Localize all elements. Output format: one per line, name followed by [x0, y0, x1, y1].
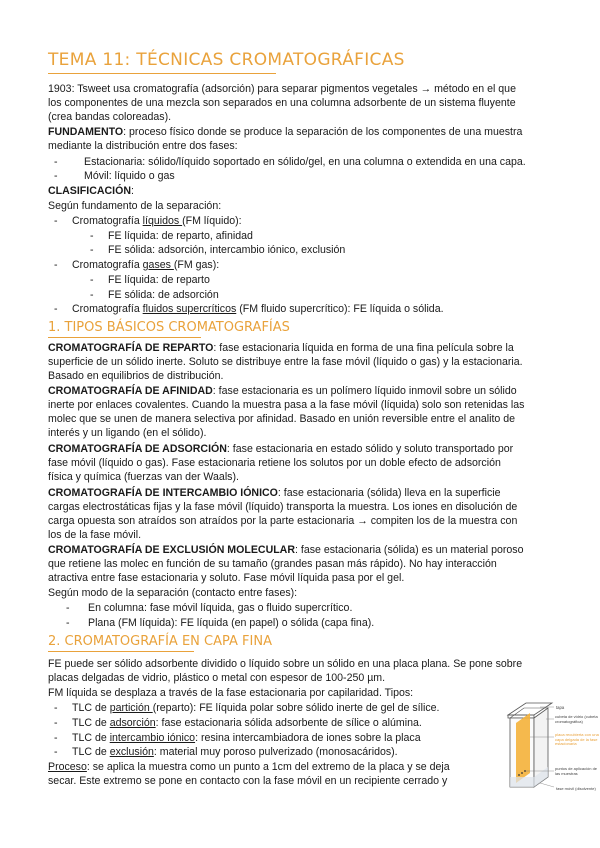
modo-item: Plana (FM líquida): FE líquida (en papel) o sólida (capa fina).	[88, 617, 375, 629]
underlined-term: adsorción	[109, 717, 156, 729]
intro-line-1: 1903: Tsweet usa cromatografía (adsorción) para separar pigmentos vegetales → método en el que	[48, 83, 516, 95]
afinidad-line-2: inerte por enlaces covalentes. Cuando la muestra pasa a la fase móvil (líquida) solo son retenidas las	[48, 399, 525, 411]
capa-line-1: FE puede ser sólido adsorbente dividido o líquido sobre un sólido en una placa plana. Se pone sobre	[48, 658, 523, 670]
clasificacion-liquidos	[72, 214, 242, 228]
bullet-dash: -	[54, 303, 58, 315]
tlc-plate	[516, 713, 530, 783]
bullet-dash: -	[54, 702, 58, 714]
reparto-line-1	[48, 341, 514, 355]
text-span: Cromatografía	[72, 215, 143, 227]
text-span: : fase estacionaria (sólida) es un material poroso	[295, 544, 524, 556]
afinidad-line-3: molec que se unen de manera selectiva por afinidad. Basado en unión reversible entre el analito de	[48, 413, 516, 425]
clasificacion-colon: :	[130, 185, 134, 197]
exclusion-line-3: atractiva entre fase estacionaria y soluto. Fase móvil líquida pasa por el gel.	[48, 572, 405, 584]
label-puntos: puntos de aplicación de las muestras	[555, 767, 598, 776]
proceso-line-2: secar. Este extremo se pone en contacto con la fase móvil en un recipiente cerrado y	[48, 775, 448, 787]
capa-line-2: placas delgadas de vidrio, plástico o metal con espesor de 100-250 µm.	[48, 672, 386, 684]
sample-point	[518, 774, 520, 776]
exclusion-label: CROMATOGRAFÍA DE EXCLUSIÓN MOLECULAR	[48, 544, 295, 556]
afinidad-line-1	[48, 384, 517, 398]
bullet-dash: -	[54, 717, 58, 729]
clasificacion-gases	[72, 258, 219, 272]
text-span: (FM gas):	[173, 259, 220, 271]
adsorcion-line-3: física y química (fuerzas van der Waals).	[48, 471, 239, 483]
fundamento-item: Móvil: líquido o gas	[84, 170, 175, 182]
clasificacion-heading	[48, 184, 134, 198]
section-1-heading: 1. TIPOS BÁSICOS CROMATOGRAFÍAS	[48, 320, 290, 335]
afinidad-line-4: interés y un ligando (en el sólido).	[48, 427, 207, 439]
proceso-line-1	[48, 760, 450, 774]
text-span: : fase estacionaria es un polímero líquido inmovil sobre un sólido	[212, 385, 517, 397]
section-2-heading: 2. CROMATOGRAFÍA EN CAPA FINA	[48, 634, 272, 649]
label-placa: placa recubierta con una capa delgada de la fase estacionaria	[555, 733, 599, 747]
bullet-dash: -	[54, 215, 58, 227]
sample-point	[521, 772, 523, 774]
text-span: : fase estacionaria en estado sólido y soluto transportado por	[226, 443, 514, 455]
afinidad-label: CROMATOGRAFÍA DE AFINIDAD	[48, 385, 213, 397]
bullet-dash: -	[66, 602, 70, 614]
fundamento-line-1	[48, 125, 522, 139]
modo-intro: Según modo de la separación (contacto entre fases):	[48, 587, 298, 599]
text-span: TLC de	[72, 732, 110, 744]
capa-line-3: FM líquida se desplaza a través de la fase estacionaria por capilaridad. Tipos:	[48, 687, 414, 699]
text-span: : fase estacionaria líquida en forma de una fina película sobre la	[213, 342, 514, 354]
text-span: (reparto): FE líquida polar sobre sólido inerte de gel de sílice.	[152, 702, 440, 714]
fundamento-item: Estacionaria: sólido/líquido soportado en sólido/gel, en una columna o extendida en una capa.	[84, 156, 526, 168]
fundamento-line-2: mediante la distribución entre dos fases:	[48, 140, 238, 152]
section-2-underline	[48, 651, 194, 652]
reparto-label: CROMATOGRAFÍA DE REPARTO	[48, 342, 214, 354]
label-fase-movil: fase móvil (disolvente)	[556, 786, 596, 791]
clasificacion-sub-item: FE líquida: de reparto, afinidad	[108, 230, 253, 242]
underlined-term: fluidos supercríticos	[142, 303, 237, 315]
tlc-item	[72, 716, 422, 730]
adsorcion-line-2: fase móvil (líquido o gas). Fase estacionaria retiene los solutos por un doble efecto de adsorción	[48, 457, 501, 469]
chamber-back-edge	[510, 708, 524, 718]
text-span: : material muy poroso pulverizado (monosacáridos).	[153, 746, 398, 758]
proceso-label: Proceso	[48, 761, 87, 773]
section-1-underline	[48, 337, 201, 338]
bullet-dash: -	[90, 244, 94, 256]
text-span: (FM líquido):	[182, 215, 242, 227]
underlined-term: partición	[109, 702, 153, 714]
text-span: : fase estacionaria sólida adsorbente de sílice o alúmina.	[155, 717, 422, 729]
bullet-dash: -	[54, 732, 58, 744]
bullet-dash: -	[54, 746, 58, 758]
underlined-term: intercambio iónico	[109, 732, 196, 744]
text-span: Cromatografía	[72, 259, 143, 271]
bullet-dash: -	[54, 170, 58, 182]
text-span: TLC de	[72, 717, 110, 729]
bullet-dash: -	[90, 230, 94, 242]
fundamento-text: : proceso físico donde se produce la separación de los componentes de una muestra	[123, 126, 523, 138]
clasificacion-sub-item: FE sólida: adsorción, intercambio iónico, exclusión	[108, 244, 346, 256]
intercambio-line-4: los de la fase móvil.	[48, 529, 142, 541]
intercambio-line-2: cargas electrostáticas fijas y la fase móvil (líquido) transporta la muestra. Los iones en disolución de	[48, 501, 518, 513]
underlined-term: gases	[142, 259, 174, 271]
fundamento-label: FUNDAMENTO	[48, 126, 124, 138]
label-cubeta-box	[555, 715, 600, 729]
text-span: TLC de	[72, 702, 110, 714]
leader-line	[540, 783, 554, 787]
intercambio-line-3: carga opuesta son atraídos son atraídos por la parte estacionaria → compiten los de la muestra con	[48, 515, 518, 527]
label-puntos-box	[555, 767, 600, 781]
label-cubeta: cubeta de vidrio (cubeta cromatográfica)	[555, 715, 598, 724]
underlined-term: líquidos	[142, 215, 183, 227]
bullet-dash: -	[54, 259, 58, 271]
reparto-line-2: superficie de un sólido inerte. Soluto se distribuye entre la fase móvil (líquido o gas) y la estacionaria.	[48, 356, 523, 368]
adsorcion-label: CROMATOGRAFÍA DE ADSORCIÓN	[48, 443, 227, 455]
exclusion-line-1	[48, 543, 523, 557]
text-span: : se aplica la muestra como un punto a 1cm del extremo de la placa y se deja	[86, 761, 450, 773]
text-span: TLC de	[72, 746, 110, 758]
sample-point	[524, 770, 526, 772]
page-title: TEMA 11: TÉCNICAS CROMATOGRÁFICAS	[48, 50, 405, 70]
clasificacion-sub-item: FE líquida: de reparto	[108, 274, 210, 286]
label-placa-box	[555, 733, 600, 755]
reparto-line-3: Basado en equilibrios de distribución.	[48, 370, 224, 382]
underlined-term: exclusión	[109, 746, 154, 758]
modo-item: En columna: fase móvil líquida, gas o fluido supercrítico.	[88, 602, 353, 614]
adsorcion-line-1	[48, 442, 513, 456]
bullet-dash: -	[54, 156, 58, 168]
text-span: (FM fluido supercrítico): FE líquida o sólida.	[236, 303, 444, 315]
intro-line-3: (crea bandas coloreadas).	[48, 111, 172, 123]
intercambio-label: CROMATOGRAFÍA DE INTERCAMBIO IÓNICO	[48, 487, 278, 499]
clasificacion-label: CLASIFICACIÓN	[48, 185, 131, 197]
text-span: : resina intercambiadora de iones sobre la placa	[195, 732, 421, 744]
clasificacion-supercriticos	[72, 302, 444, 316]
exclusion-line-2: que retiene las molec en función de su tamaño (grandes pasan más rápido). No hay interacción	[48, 558, 497, 570]
tlc-item	[72, 701, 439, 715]
clasificacion-sub-item: FE sólida: de adsorción	[108, 289, 219, 301]
tlc-item	[72, 745, 398, 759]
bullet-dash: -	[90, 289, 94, 301]
text-span: Cromatografía	[72, 303, 143, 315]
label-tapa: tapa	[556, 705, 565, 710]
clasificacion-intro: Según fundamento de la separación:	[48, 200, 222, 212]
bullet-dash: -	[90, 274, 94, 286]
intercambio-line-1	[48, 486, 501, 500]
text-span: : fase estacionaria (sólida) lleva en la superficie	[277, 487, 501, 499]
title-underline	[48, 73, 276, 74]
tlc-chamber-figure	[490, 697, 600, 848]
bullet-dash: -	[66, 617, 70, 629]
intro-line-2: los componentes de una mezcla son separados en una columna adsorbente de un sistema fluyente	[48, 97, 516, 109]
tlc-item	[72, 731, 421, 745]
